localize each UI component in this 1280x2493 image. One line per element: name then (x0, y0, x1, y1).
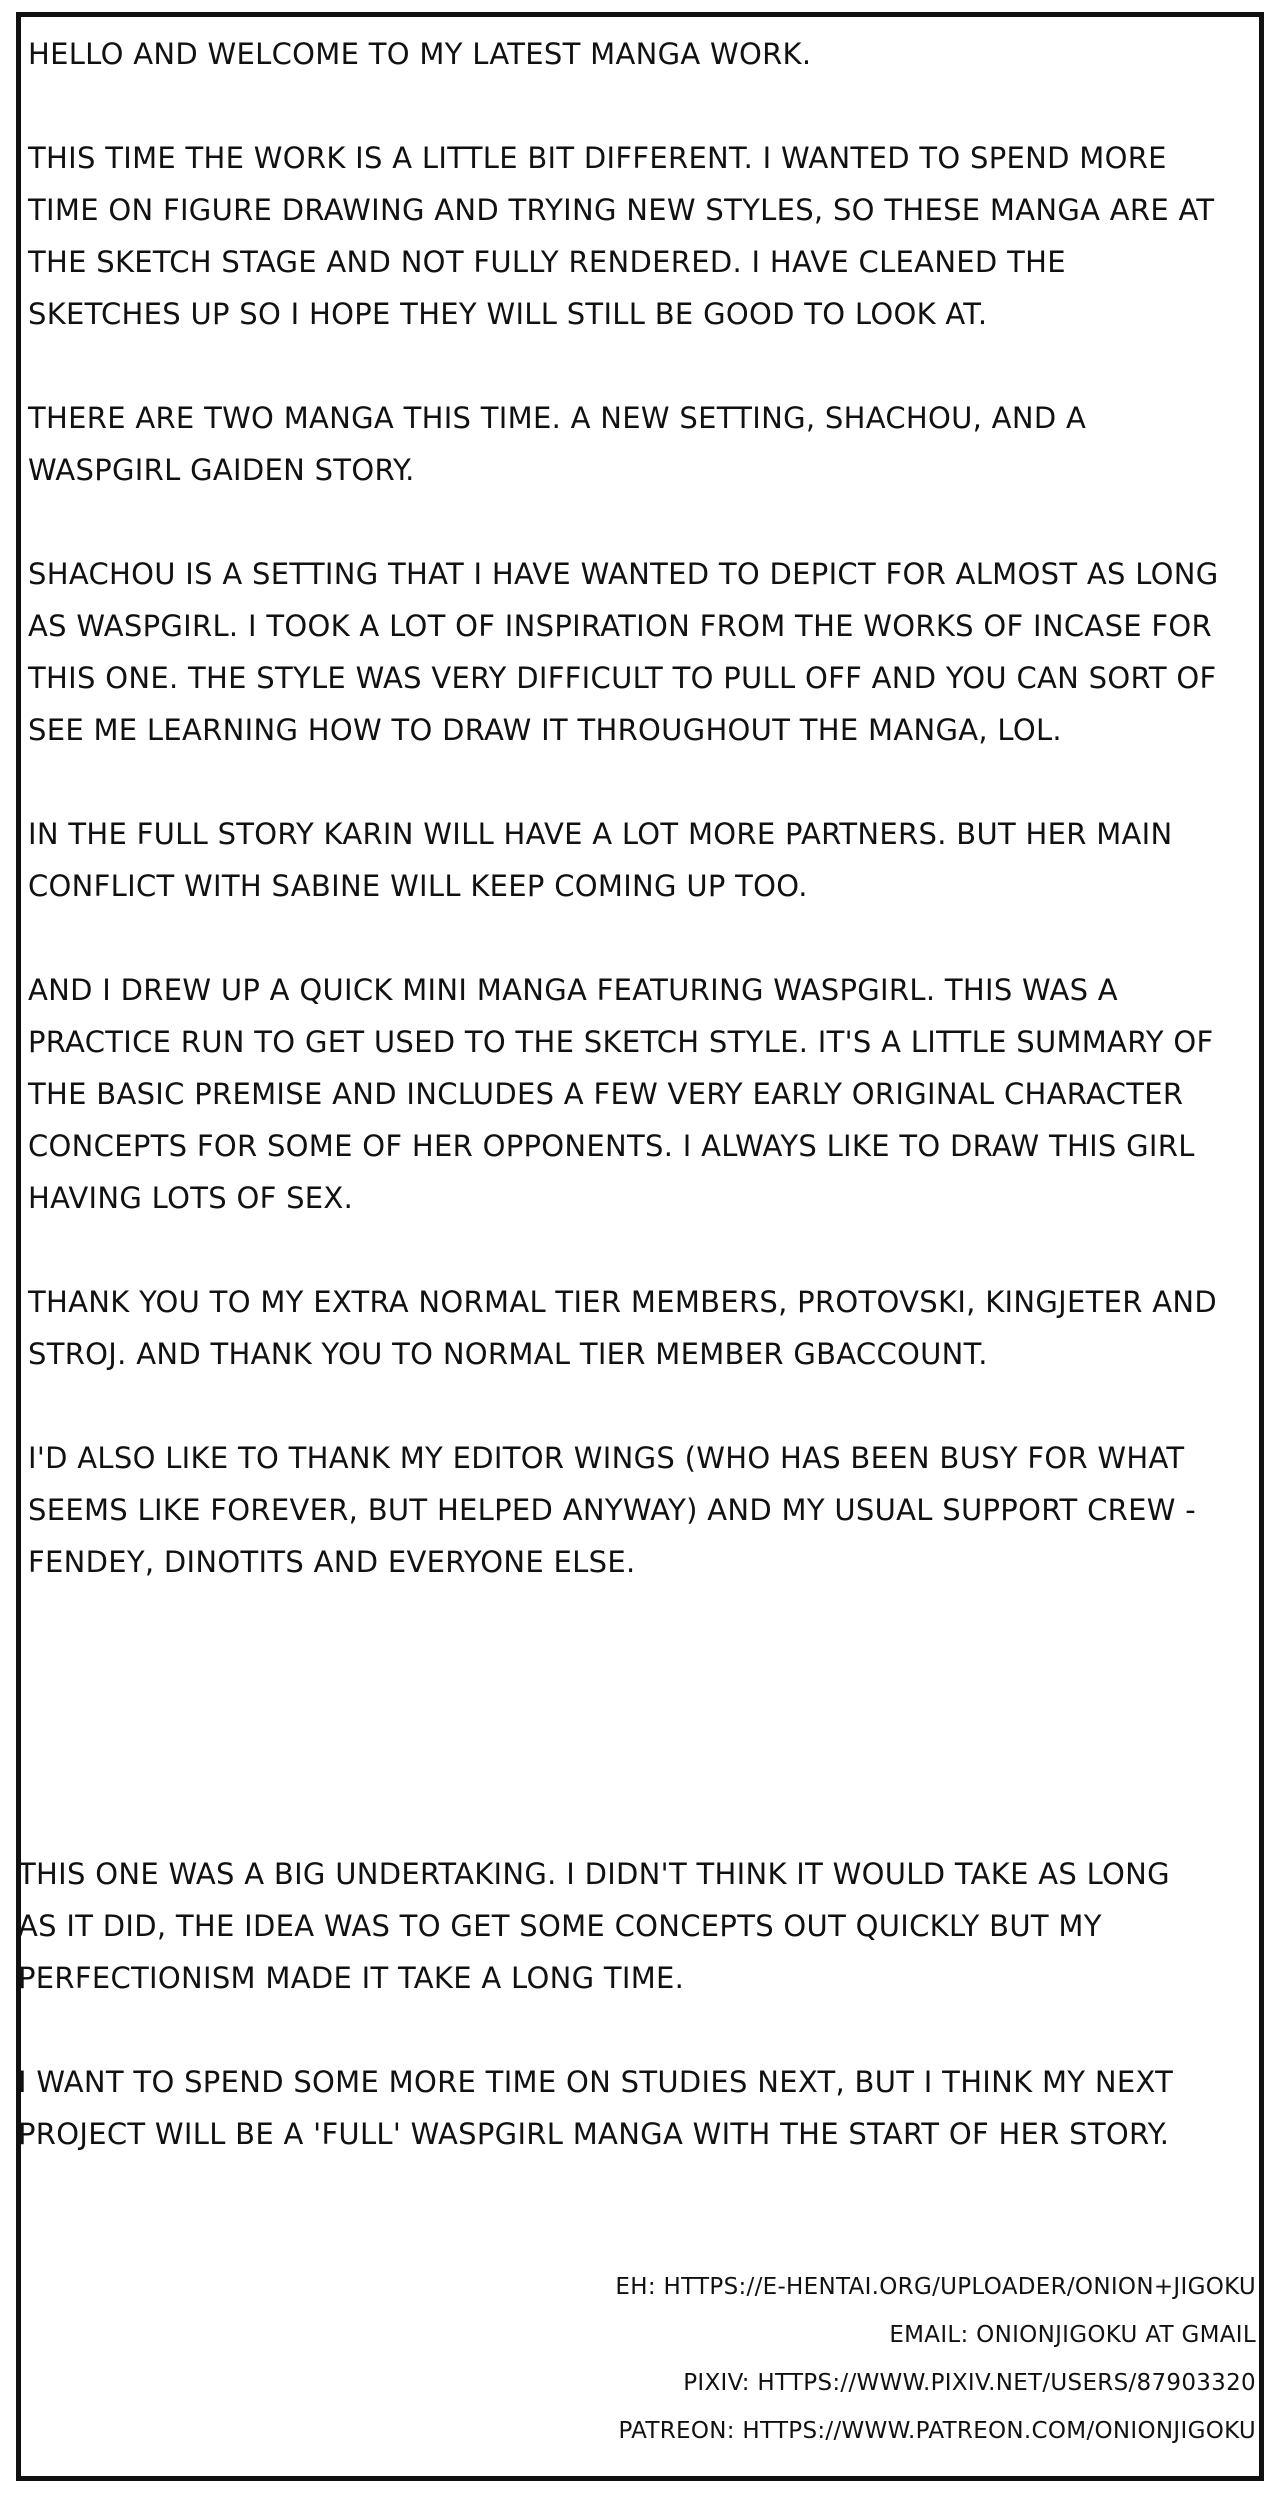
welcome-paragraph: HELLO AND WELCOME TO MY LATEST MANGA WORK. (28, 37, 812, 71)
undertaking-paragraph: THIS ONE WAS A BIG UNDERTAKING. I DIDN'T THINK IT WOULD TAKE AS LONG AS IT DID, THE IDEA WAS TO GET SOME CONCEPTS OUT QUICKLY BUT MY PERFECTIONISM MADE IT TAKE A LONG TIME. (18, 1857, 1170, 1995)
author-notes-top (28, 28, 1228, 1588)
thanks-members-paragraph: THANK YOU TO MY EXTRA NORMAL TIER MEMBERS, PROTOVSKI, KINGJETER AND STROJ. AND THANK YOU TO NORMAL TIER MEMBER GBACCOUNT. (28, 1285, 1217, 1371)
two-manga-paragraph: THERE ARE TWO MANGA THIS TIME. A NEW SETTING, SHACHOU, AND A WASPGIRL GAIDEN STORY. (28, 401, 1087, 487)
pixiv-link[interactable]: PIXIV: HTTPS://WWW.PIXIV.NET/USERS/87903320 (683, 2370, 1256, 2396)
thanks-editor-paragraph: I'D ALSO LIKE TO THANK MY EDITOR WINGS (WHO HAS BEEN BUSY FOR WHAT SEEMS LIKE FOREVER, BUT HELPED ANYWAY) AND MY USUAL SUPPORT CREW - FENDEY, DINOTITS AND EVERYONE ELSE. (28, 1441, 1196, 1579)
email-contact: EMAIL: ONIONJIGOKU AT GMAIL (889, 2322, 1256, 2348)
author-notes-bottom (18, 1848, 1218, 2160)
patreon-link[interactable]: PATREON: HTTPS://WWW.PATREON.COM/ONIONJIGOKU (618, 2418, 1256, 2444)
karin-paragraph: IN THE FULL STORY KARIN WILL HAVE A LOT MORE PARTNERS. BUT HER MAIN CONFLICT WITH SABINE WILL KEEP COMING UP TOO. (28, 817, 1173, 903)
ehentai-link[interactable]: EH: HTTPS://E-HENTAI.ORG/UPLOADER/ONION+JIGOKU (615, 2274, 1256, 2300)
waspgirl-mini-manga-paragraph: AND I DREW UP A QUICK MINI MANGA FEATURING WASPGIRL. THIS WAS A PRACTICE RUN TO GET USED TO THE SKETCH STYLE. IT'S A LITTLE SUMMARY OF THE BASIC PREMISE AND INCLUDES A FEW VERY EARLY ORIGINAL CHARACTER CONCEPTS FOR SOME OF HER OPPONENTS. I ALWAYS LIKE TO DRAW THIS GIRL HAVING LOTS OF SEX. (28, 973, 1214, 1215)
next-project-paragraph: I WANT TO SPEND SOME MORE TIME ON STUDIES NEXT, BUT I THINK MY NEXT PROJECT WILL BE A 'FULL' WASPGIRL MANGA WITH THE START OF HER STORY. (18, 2065, 1174, 2151)
shachou-paragraph: SHACHOU IS A SETTING THAT I HAVE WANTED TO DEPICT FOR ALMOST AS LONG AS WASPGIRL. I TOOK A LOT OF INSPIRATION FROM THE WORKS OF INCASE FOR THIS ONE. THE STYLE WAS VERY DIFFICULT TO PULL OFF AND YOU CAN SORT OF SEE ME LEARNING HOW TO DRAW IT THROUGHOUT THE MANGA, LOL. (28, 557, 1219, 747)
contact-links (615, 2263, 1256, 2455)
sketch-style-paragraph: THIS TIME THE WORK IS A LITTLE BIT DIFFERENT. I WANTED TO SPEND MORE TIME ON FIGURE DRAWING AND TRYING NEW STYLES, SO THESE MANGA ARE AT THE SKETCH STAGE AND NOT FULLY RENDERED. I HAVE CLEANED THE SKETCHES UP SO I HOPE THEY WILL STILL BE GOOD TO LOOK AT. (28, 141, 1215, 331)
